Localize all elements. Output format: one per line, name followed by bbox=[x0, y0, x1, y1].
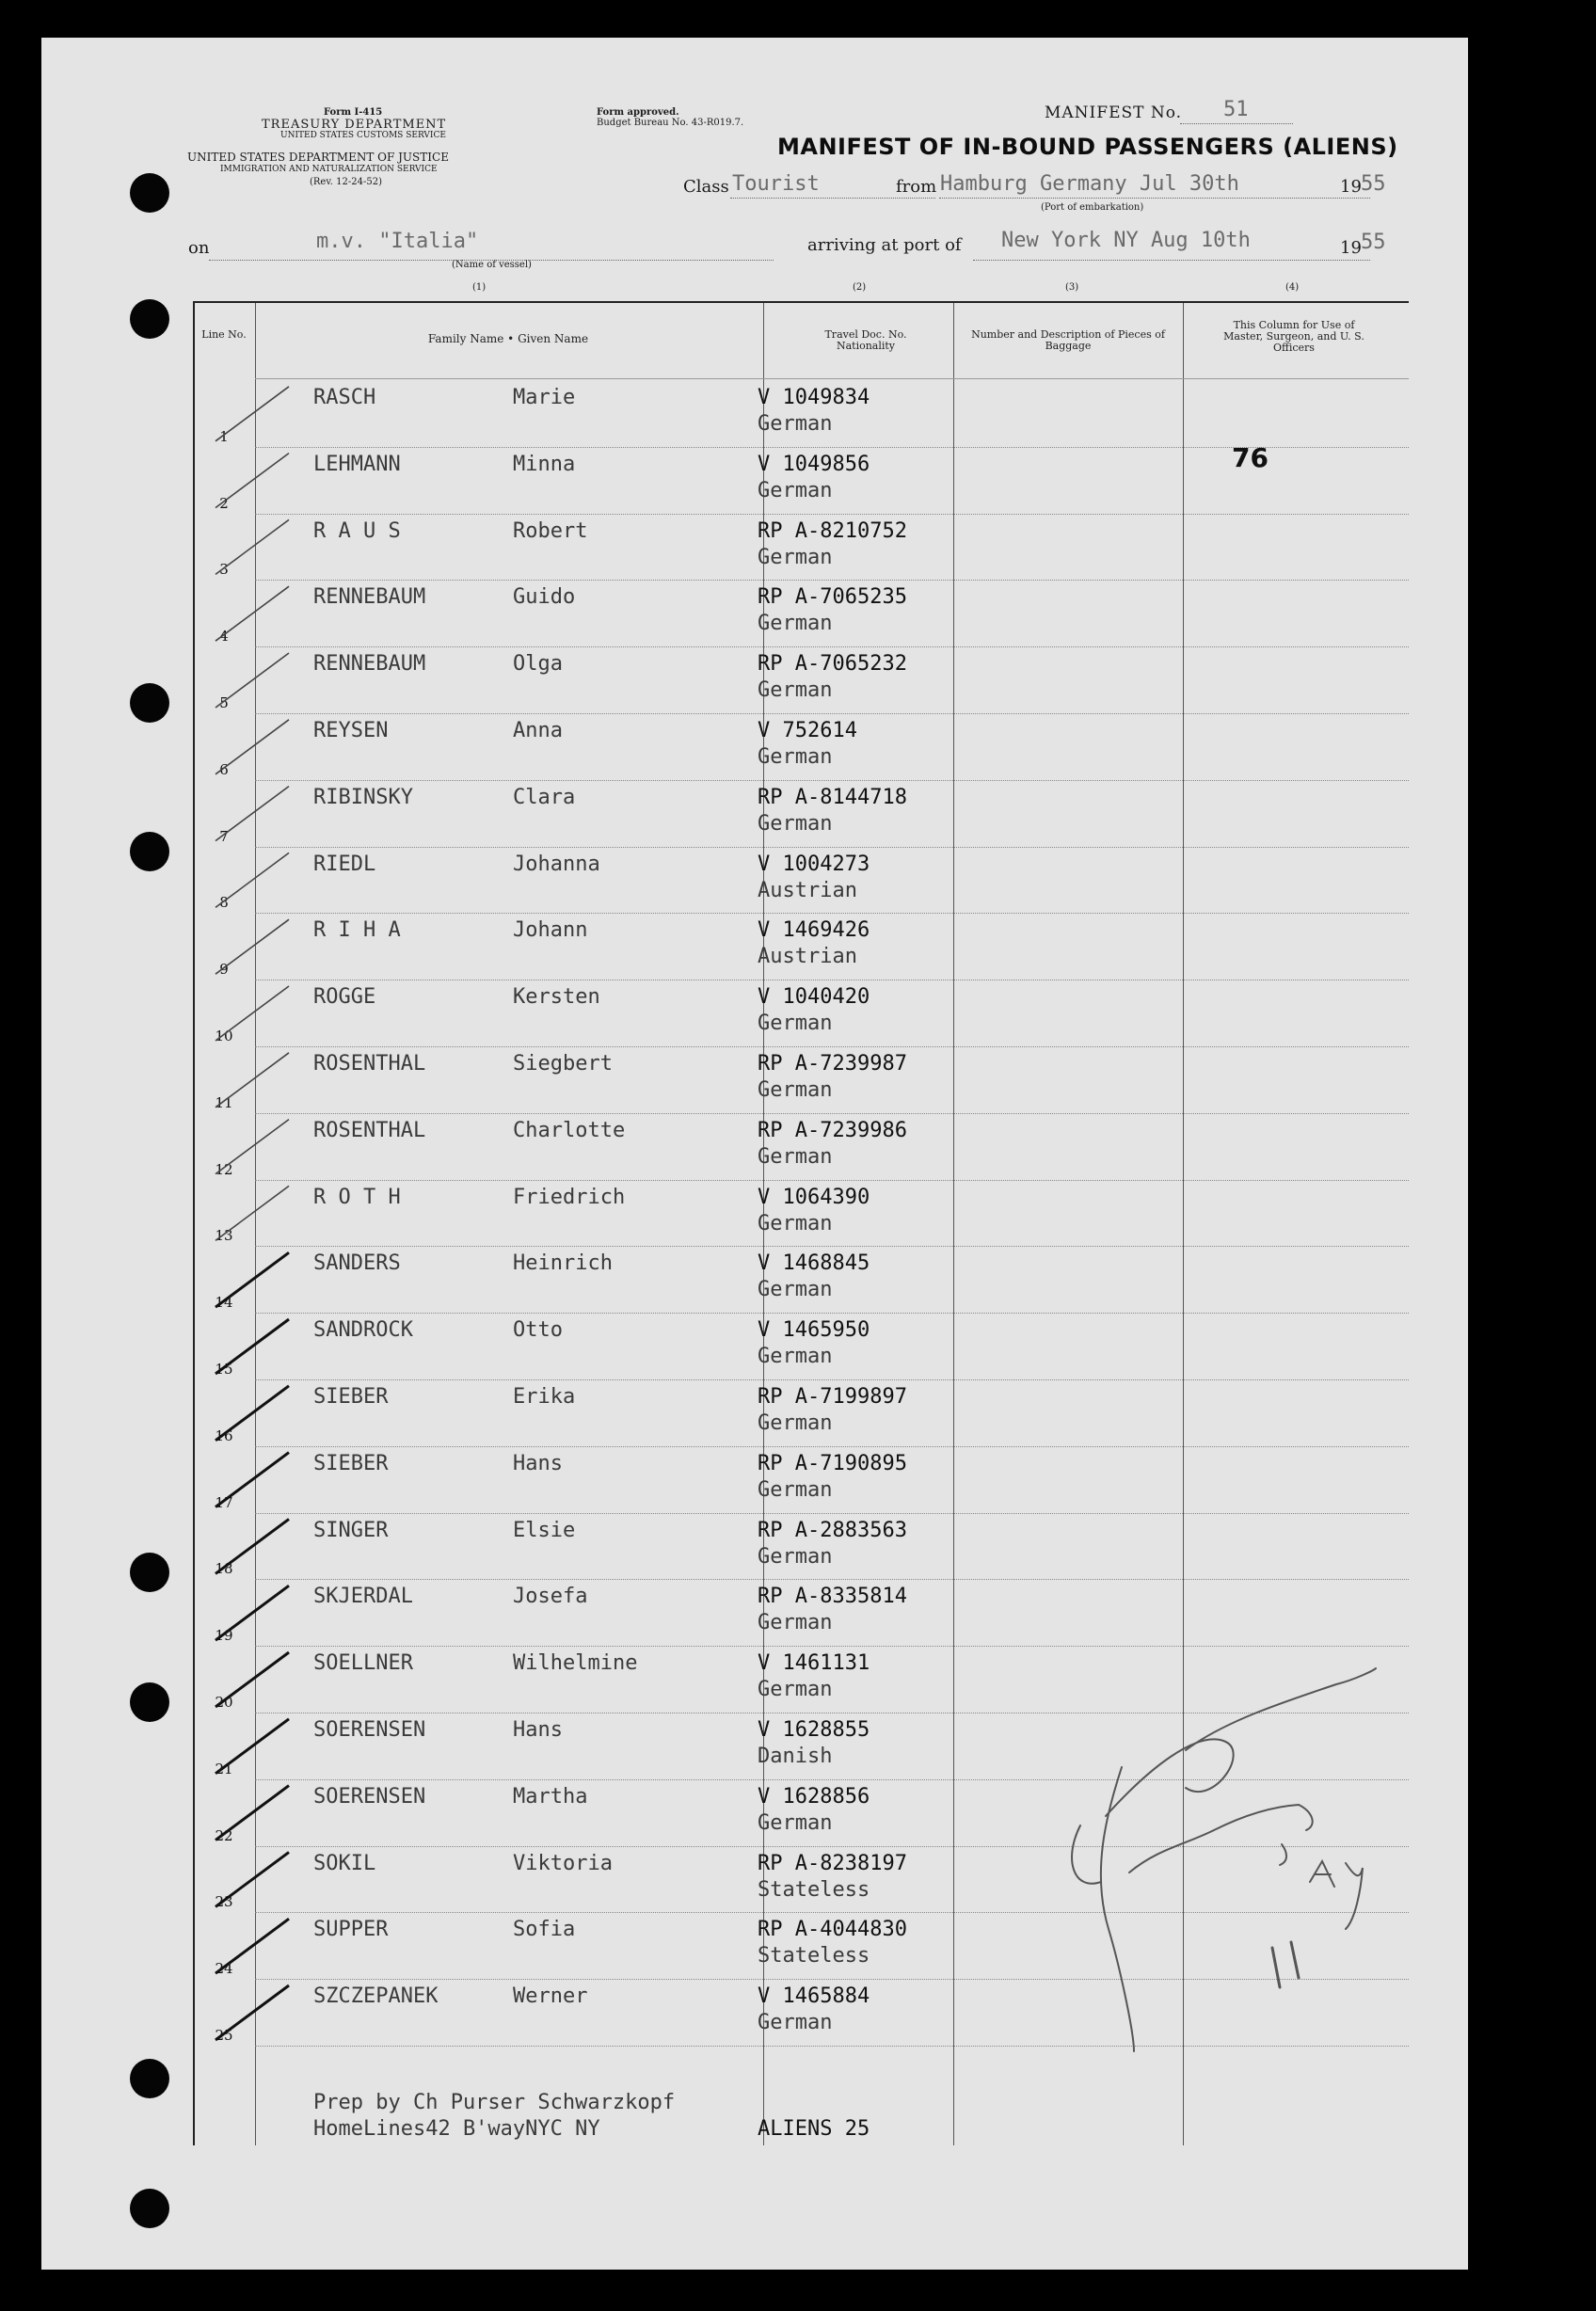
column-header-travel-doc: Travel Doc. No. Nationality bbox=[824, 328, 907, 352]
line-number: 5 bbox=[219, 693, 229, 711]
line-number: 8 bbox=[219, 894, 229, 912]
vessel-name: m.v. "Italia" bbox=[316, 230, 479, 253]
punch-hole bbox=[130, 832, 169, 871]
line-number: 19 bbox=[215, 1627, 233, 1645]
travel-doc-number: V 1040420 bbox=[758, 985, 870, 1010]
check-mark bbox=[215, 1252, 289, 1307]
given-name: Friedrich bbox=[513, 1185, 626, 1209]
travel-doc-number: V 1004273 bbox=[758, 852, 870, 876]
column-header-name: Family Name • Given Name bbox=[427, 332, 589, 345]
check-mark bbox=[215, 1652, 289, 1707]
line-number: 10 bbox=[215, 1027, 233, 1044]
punch-hole bbox=[130, 1553, 169, 1592]
line-number: 18 bbox=[215, 1560, 233, 1578]
check-mark bbox=[215, 919, 289, 974]
column-number-2: (2) bbox=[853, 282, 867, 293]
line-number: 17 bbox=[215, 1493, 233, 1511]
travel-doc-number: RP A-7190895 bbox=[758, 1451, 907, 1475]
travel-doc-number: V 1628856 bbox=[758, 1784, 870, 1809]
family-name: SOERENSEN bbox=[313, 1784, 426, 1809]
travel-doc-number: V 1049834 bbox=[758, 386, 870, 409]
given-name: Clara bbox=[513, 785, 576, 809]
nationality: German bbox=[758, 1078, 833, 1102]
nationality: German bbox=[758, 811, 833, 836]
given-name: Siegbert bbox=[513, 1052, 613, 1076]
given-name: Viktoria bbox=[513, 1851, 613, 1875]
punch-hole bbox=[130, 299, 169, 339]
given-name: Olga bbox=[513, 652, 563, 677]
nationality: German bbox=[758, 1678, 833, 1702]
prepared-by: Prep by Ch Purser Schwarzkopf bbox=[313, 2091, 676, 2114]
line-number: 9 bbox=[219, 961, 229, 979]
check-mark bbox=[215, 586, 289, 641]
travel-doc-number: V 1469426 bbox=[758, 918, 870, 943]
family-name: SANDERS bbox=[313, 1251, 401, 1276]
port-of-embarkation-label: (Port of embarkation) bbox=[1041, 202, 1144, 213]
family-name: SANDROCK bbox=[313, 1318, 413, 1343]
manifest-title: MANIFEST OF IN-BOUND PASSENGERS (ALIENS) bbox=[777, 134, 1398, 160]
family-name: RENNEBAUM bbox=[313, 652, 426, 677]
manifest-no-value: 51 bbox=[1223, 98, 1249, 121]
line-number: 11 bbox=[215, 1093, 233, 1111]
family-name: SUPPER bbox=[313, 1918, 389, 1942]
given-name: Marie bbox=[513, 386, 576, 409]
travel-doc-number: RP A-7199897 bbox=[758, 1385, 907, 1409]
travel-doc-number: RP A-7065235 bbox=[758, 585, 907, 610]
travel-doc-number: V 1465884 bbox=[758, 1984, 870, 2009]
line-number: 20 bbox=[215, 1693, 233, 1711]
nationality: German bbox=[758, 1144, 833, 1169]
nationality: German bbox=[758, 1611, 833, 1635]
travel-doc-number: V 1064390 bbox=[758, 1185, 870, 1209]
column-number-4: (4) bbox=[1285, 282, 1300, 293]
nationality: German bbox=[758, 1012, 833, 1036]
nationality: German bbox=[758, 1211, 833, 1235]
column-header-baggage: Number and Description of Pieces of Baggage bbox=[971, 328, 1165, 352]
punch-hole bbox=[130, 2189, 169, 2228]
family-name: RASCH bbox=[313, 386, 376, 409]
family-name: R O T H bbox=[313, 1185, 401, 1209]
check-mark bbox=[215, 1719, 289, 1774]
from-label: from bbox=[896, 177, 937, 197]
check-mark bbox=[215, 1586, 289, 1640]
check-mark bbox=[215, 1519, 289, 1573]
nationality: German bbox=[758, 478, 833, 502]
check-marks bbox=[178, 303, 426, 2147]
given-name: Wilhelmine bbox=[513, 1651, 638, 1676]
form-number: Form I-415 bbox=[324, 107, 383, 118]
nationality: German bbox=[758, 1411, 833, 1435]
nationality: German bbox=[758, 1810, 833, 1835]
line-number: 22 bbox=[215, 1826, 233, 1844]
line-number: 7 bbox=[219, 827, 229, 845]
family-name: RENNEBAUM bbox=[313, 585, 426, 610]
line-number: 24 bbox=[215, 1960, 233, 1978]
travel-doc-number: RP A-2883563 bbox=[758, 1518, 907, 1542]
family-name: R A U S bbox=[313, 518, 401, 543]
nationality: Stateless bbox=[758, 1877, 870, 1902]
line-number: 15 bbox=[215, 1360, 233, 1378]
travel-doc-number: RP A-8144718 bbox=[758, 785, 907, 809]
family-name: SZCZEPANEK bbox=[313, 1984, 439, 2009]
manifest-no-label: MANIFEST No. bbox=[1045, 104, 1183, 122]
punch-hole bbox=[130, 2059, 169, 2098]
line-number: 16 bbox=[215, 1426, 233, 1444]
given-name: Johann bbox=[513, 918, 588, 943]
check-mark bbox=[215, 1786, 289, 1841]
shipping-agent: HomeLines42 B'wayNYC NY bbox=[313, 2117, 600, 2141]
nationality: Stateless bbox=[758, 1944, 870, 1968]
budget-bureau: Budget Bureau No. 43-R019.7. bbox=[597, 118, 744, 128]
check-mark bbox=[215, 519, 289, 574]
given-name: Robert bbox=[513, 518, 588, 543]
given-name: Anna bbox=[513, 719, 563, 742]
line-number: 2 bbox=[219, 494, 229, 512]
column-number-3: (3) bbox=[1065, 282, 1079, 293]
given-name: Martha bbox=[513, 1784, 588, 1809]
family-name: RIEDL bbox=[313, 852, 376, 876]
check-mark bbox=[215, 1319, 289, 1374]
check-mark bbox=[215, 387, 289, 441]
punch-hole bbox=[130, 683, 169, 723]
column-header-line-no: Line No. bbox=[201, 328, 247, 341]
class-label: Class bbox=[683, 177, 729, 197]
immigration-service: IMMIGRATION AND NATURALIZATION SERVICE bbox=[220, 165, 438, 174]
family-name: SOERENSEN bbox=[313, 1718, 426, 1742]
from-value: Hamburg Germany Jul 30th bbox=[940, 172, 1239, 196]
family-name: SIEBER bbox=[313, 1385, 389, 1409]
nationality: Danish bbox=[758, 1745, 833, 1768]
check-mark bbox=[215, 653, 289, 708]
aliens-total: ALIENS 25 bbox=[758, 2117, 870, 2141]
nationality: German bbox=[758, 1345, 833, 1369]
check-mark bbox=[215, 986, 289, 1041]
nationality: German bbox=[758, 745, 833, 769]
check-mark bbox=[215, 787, 289, 841]
family-name: ROSENTHAL bbox=[313, 1118, 426, 1142]
nationality: German bbox=[758, 612, 833, 636]
family-name: SIEBER bbox=[313, 1451, 389, 1475]
check-mark bbox=[215, 1120, 289, 1174]
family-name: R I H A bbox=[313, 918, 401, 943]
column-header-officers: This Column for Use of Master, Surgeon, and U. S. Officers bbox=[1223, 319, 1365, 354]
nationality: German bbox=[758, 1544, 833, 1569]
family-name: SINGER bbox=[313, 1518, 389, 1542]
given-name: Guido bbox=[513, 585, 576, 610]
customs-service: UNITED STATES CUSTOMS SERVICE bbox=[280, 131, 446, 140]
check-mark bbox=[215, 1386, 289, 1441]
travel-doc-number: RP A-4044830 bbox=[758, 1918, 907, 1942]
travel-doc-number: V 752614 bbox=[758, 719, 857, 742]
given-name: Erika bbox=[513, 1385, 576, 1409]
given-name: Johanna bbox=[513, 852, 600, 876]
check-mark bbox=[215, 1852, 289, 1906]
travel-doc-number: V 1461131 bbox=[758, 1651, 870, 1676]
line-number: 1 bbox=[219, 427, 229, 445]
travel-doc-number: RP A-8335814 bbox=[758, 1585, 907, 1609]
nationality: Austrian bbox=[758, 878, 857, 902]
nationality: German bbox=[758, 678, 833, 703]
given-name: Hans bbox=[513, 1718, 563, 1742]
travel-doc-number: RP A-8210752 bbox=[758, 518, 907, 543]
check-mark bbox=[215, 1186, 289, 1240]
stamp-number: 76 bbox=[1232, 442, 1269, 473]
nationality: Austrian bbox=[758, 945, 857, 969]
family-name: SOELLNER bbox=[313, 1651, 413, 1676]
travel-doc-number: V 1628855 bbox=[758, 1718, 870, 1742]
check-mark bbox=[215, 1453, 289, 1507]
class-value: Tourist bbox=[732, 172, 820, 196]
travel-doc-number: RP A-8238197 bbox=[758, 1851, 907, 1875]
nationality: German bbox=[758, 1278, 833, 1302]
family-name: SKJERDAL bbox=[313, 1585, 413, 1609]
check-mark bbox=[215, 720, 289, 774]
family-name: REYSEN bbox=[313, 719, 389, 742]
line-number: 21 bbox=[215, 1760, 233, 1777]
travel-doc-number: RP A-7239987 bbox=[758, 1052, 907, 1076]
line-number: 6 bbox=[219, 760, 229, 778]
family-name: LEHMANN bbox=[313, 452, 401, 476]
given-name: Charlotte bbox=[513, 1118, 626, 1142]
year-prefix-embarkation: 19 bbox=[1340, 177, 1362, 197]
year-prefix-arrival: 19 bbox=[1340, 238, 1362, 258]
nationality: German bbox=[758, 545, 833, 569]
on-label: on bbox=[188, 238, 210, 258]
check-mark bbox=[215, 454, 289, 508]
check-mark bbox=[215, 1053, 289, 1108]
given-name: Sofia bbox=[513, 1918, 576, 1942]
given-name: Hans bbox=[513, 1451, 563, 1475]
family-name: SOKIL bbox=[313, 1851, 376, 1875]
year-arrival: 55 bbox=[1361, 231, 1386, 254]
line-number: 14 bbox=[215, 1294, 233, 1312]
given-name: Minna bbox=[513, 452, 576, 476]
given-name: Kersten bbox=[513, 985, 600, 1010]
family-name: ROGGE bbox=[313, 985, 376, 1010]
line-number: 3 bbox=[219, 561, 229, 579]
given-name: Werner bbox=[513, 1984, 588, 2009]
family-name: RIBINSKY bbox=[313, 785, 413, 809]
form-approved: Form approved. bbox=[597, 107, 679, 118]
check-mark bbox=[215, 1919, 289, 1973]
travel-doc-number: V 1465950 bbox=[758, 1318, 870, 1343]
punch-hole bbox=[130, 1682, 169, 1722]
line-number: 23 bbox=[215, 1893, 233, 1911]
line-number: 4 bbox=[219, 628, 229, 645]
given-name: Elsie bbox=[513, 1518, 576, 1542]
check-mark bbox=[215, 853, 289, 907]
department-of-justice: UNITED STATES DEPARTMENT OF JUSTICE bbox=[187, 151, 449, 164]
arriving-port: New York NY Aug 10th bbox=[1001, 229, 1251, 252]
treasury-department: TREASURY DEPARTMENT bbox=[262, 118, 447, 132]
given-name: Heinrich bbox=[513, 1251, 613, 1276]
year-embarkation: 55 bbox=[1361, 172, 1386, 196]
nationality: German bbox=[758, 412, 833, 436]
travel-doc-number: V 1468845 bbox=[758, 1251, 870, 1276]
line-number: 12 bbox=[215, 1160, 233, 1178]
arriving-label: arriving at port of bbox=[807, 235, 962, 255]
punch-hole bbox=[130, 173, 169, 213]
line-number: 25 bbox=[215, 2026, 233, 2044]
travel-doc-number: RP A-7239986 bbox=[758, 1118, 907, 1142]
vessel-name-label: (Name of vessel) bbox=[452, 260, 532, 270]
form-revision: (Rev. 12-24-52) bbox=[310, 177, 383, 187]
nationality: German bbox=[758, 1477, 833, 1502]
line-number: 13 bbox=[215, 1227, 233, 1245]
given-name: Josefa bbox=[513, 1585, 588, 1609]
nationality: German bbox=[758, 2011, 833, 2035]
check-mark bbox=[215, 1985, 289, 2040]
family-name: ROSENTHAL bbox=[313, 1052, 426, 1076]
given-name: Otto bbox=[513, 1318, 563, 1343]
travel-doc-number: RP A-7065232 bbox=[758, 652, 907, 677]
column-number-1: (1) bbox=[472, 282, 487, 293]
travel-doc-number: V 1049856 bbox=[758, 452, 870, 476]
manifest-table bbox=[193, 301, 1409, 2145]
